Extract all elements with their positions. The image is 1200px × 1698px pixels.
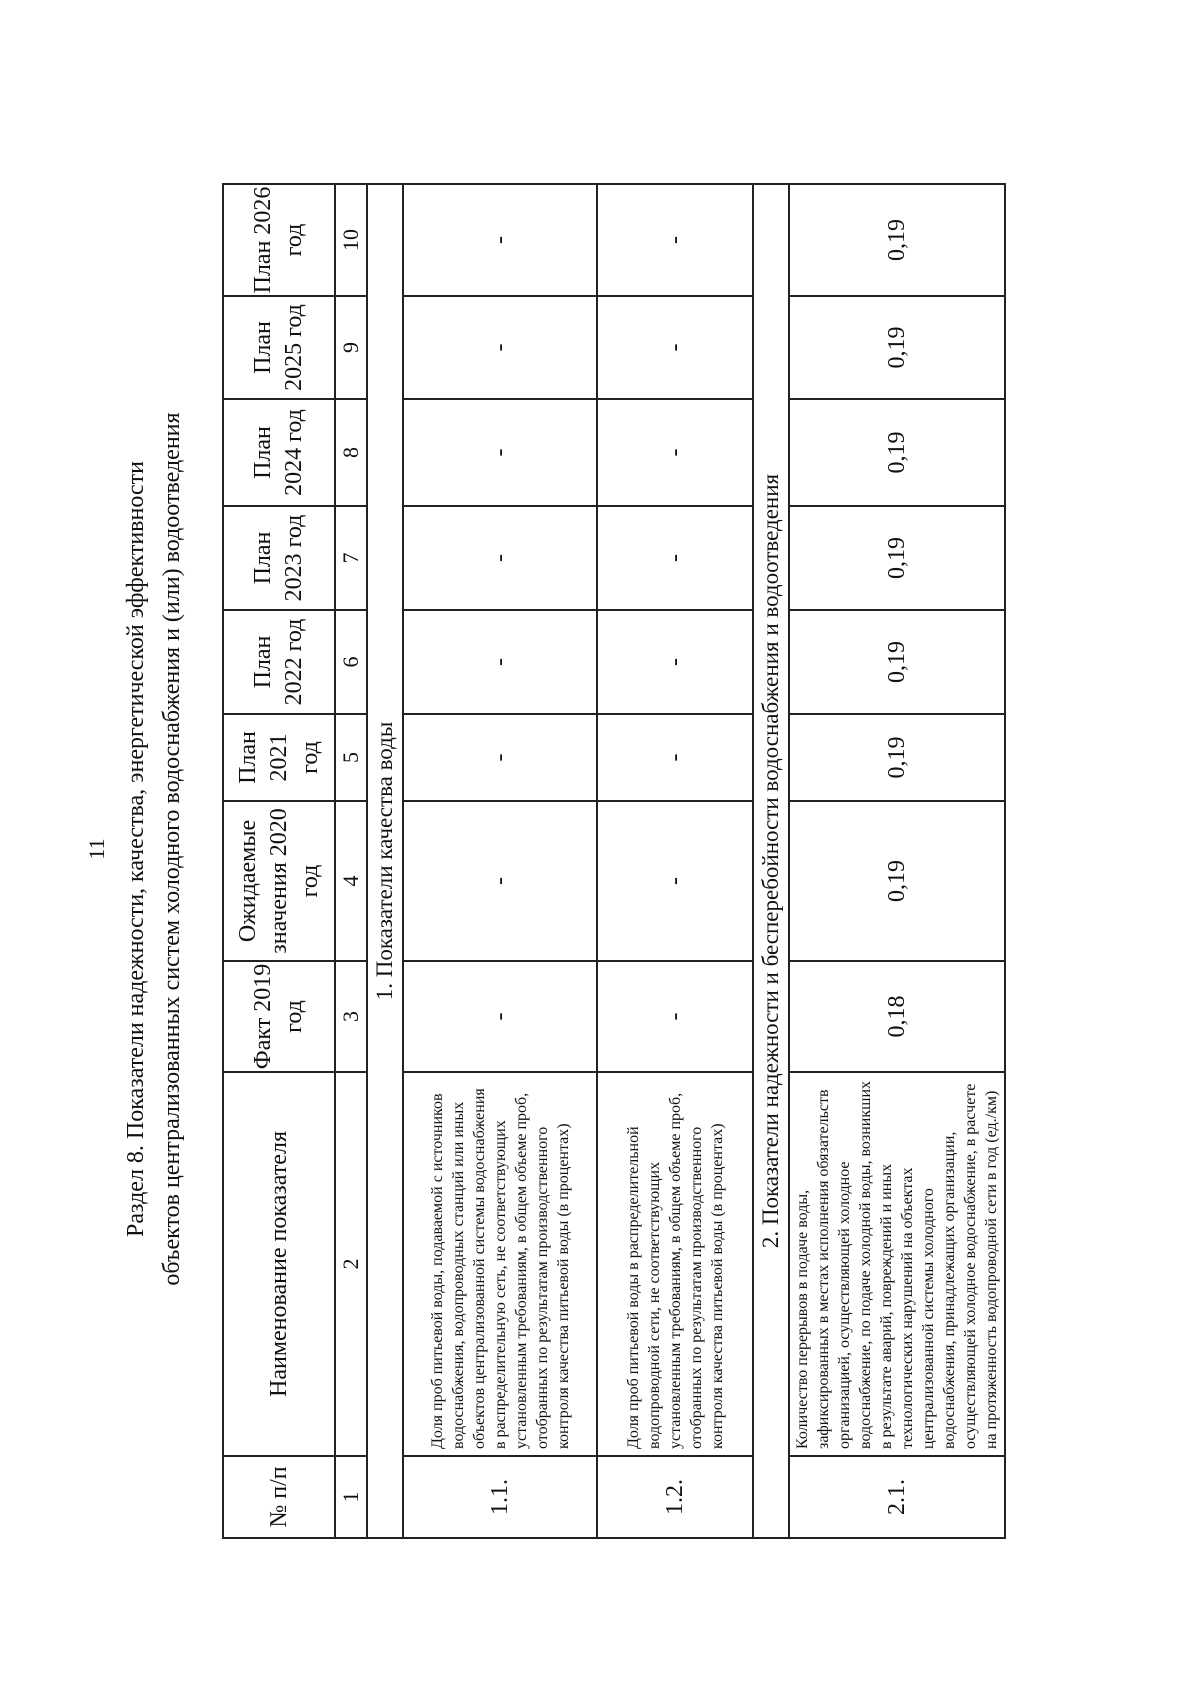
header-cell: Факт 2019 год — [223, 961, 335, 1072]
column-number: 4 — [335, 801, 367, 961]
header-cell: План 2023 год — [223, 506, 335, 610]
document-title — [118, 149, 190, 1549]
header-cell: План 2026 год — [223, 184, 335, 296]
value-cell: - — [403, 961, 597, 1072]
header-cell: План 2021 год — [223, 714, 335, 801]
title-line-1: Раздел 8. Показатели надежности, качества, энергетической эффективности — [123, 461, 149, 1237]
value-cell: 0,19 — [789, 714, 1005, 801]
column-number: 10 — [335, 184, 367, 296]
table-row — [403, 184, 597, 1538]
indicator-name: Доля проб питьевой воды в распределительной водопроводной сети, не соответствующих установленным требованиям, в общем объеме проб, отобранных по результатам производственного контроля качества питьевой воды (в процентах) — [597, 1072, 753, 1456]
value-cell: 0,19 — [789, 610, 1005, 714]
value-cell: - — [597, 801, 753, 961]
row-number: 1.1. — [403, 1456, 597, 1538]
value-cell: - — [403, 184, 597, 296]
column-number: 1 — [335, 1456, 367, 1538]
column-number: 7 — [335, 506, 367, 610]
value-cell: - — [403, 506, 597, 610]
header-cell: План 2024 год — [223, 399, 335, 506]
value-cell: - — [403, 714, 597, 801]
header-row — [223, 184, 335, 1538]
value-cell: - — [597, 184, 753, 296]
column-number: 8 — [335, 399, 367, 506]
indicators-table — [222, 183, 1006, 1539]
row-number: 2.1. — [789, 1456, 1005, 1538]
section-row — [753, 184, 789, 1538]
value-cell: - — [403, 296, 597, 399]
column-number: 3 — [335, 961, 367, 1072]
column-number: 5 — [335, 714, 367, 801]
section-title: 2. Показатели надежности и бесперебойности водоснабжения и водоотведения — [753, 184, 789, 1538]
value-cell: - — [597, 506, 753, 610]
header-cell: Наименование показателя — [223, 1072, 335, 1456]
value-cell: 0,19 — [789, 801, 1005, 961]
page-number: 11 — [84, 838, 109, 860]
value-cell: 0,19 — [789, 184, 1005, 296]
column-number: 2 — [335, 1072, 367, 1456]
value-cell: - — [403, 801, 597, 961]
indicator-name: Количество перерывов в подаче воды, зафиксированных в местах исполнения обязательств организацией, осуществляющей холодное водоснабжение, по подаче холодной воды, возникших в результате аварий, повреждений и иных технологических нарушений на объектах централизованной системы холодного водоснабжения, принадлежащих организации, осуществляющей холодное водоснабжение, в расчете на протяженность водопроводной сети в год (ед./км) — [789, 1072, 1005, 1456]
value-cell: 0,19 — [789, 296, 1005, 399]
value-cell: 0,19 — [789, 399, 1005, 506]
value-cell: - — [597, 610, 753, 714]
table-row — [789, 184, 1005, 1538]
column-number: 6 — [335, 610, 367, 714]
row-number: 1.2. — [597, 1456, 753, 1538]
column-number: 9 — [335, 296, 367, 399]
section-title: 1. Показатели качества воды — [367, 184, 403, 1538]
value-cell: - — [403, 610, 597, 714]
table-row — [597, 184, 753, 1538]
value-cell: - — [597, 296, 753, 399]
value-cell: 0,19 — [789, 506, 1005, 610]
title-line-2: объектов централизованных систем холодного водоснабжения и (или) водоотведения — [159, 412, 185, 1286]
header-cell: Ожидаемые значения 2020 год — [223, 801, 335, 961]
value-cell: - — [403, 399, 597, 506]
value-cell: - — [597, 714, 753, 801]
header-cell: № п/п — [223, 1456, 335, 1538]
section-row — [367, 184, 403, 1538]
column-number-row — [335, 184, 367, 1538]
value-cell: - — [597, 961, 753, 1072]
indicator-name: Доля проб питьевой воды, подаваемой с источников водоснабжения, водопроводных станций или иных объектов централизованной системы водоснабжения в распределительную сеть, не соответствующих установленным требованиям, в общем объеме проб, отобранных по результатам производственного контроля качества питьевой воды (в процентах) — [403, 1072, 597, 1456]
value-cell: - — [597, 399, 753, 506]
header-cell: План 2022 год — [223, 610, 335, 714]
value-cell: 0,18 — [789, 961, 1005, 1072]
header-cell: План 2025 год — [223, 296, 335, 399]
